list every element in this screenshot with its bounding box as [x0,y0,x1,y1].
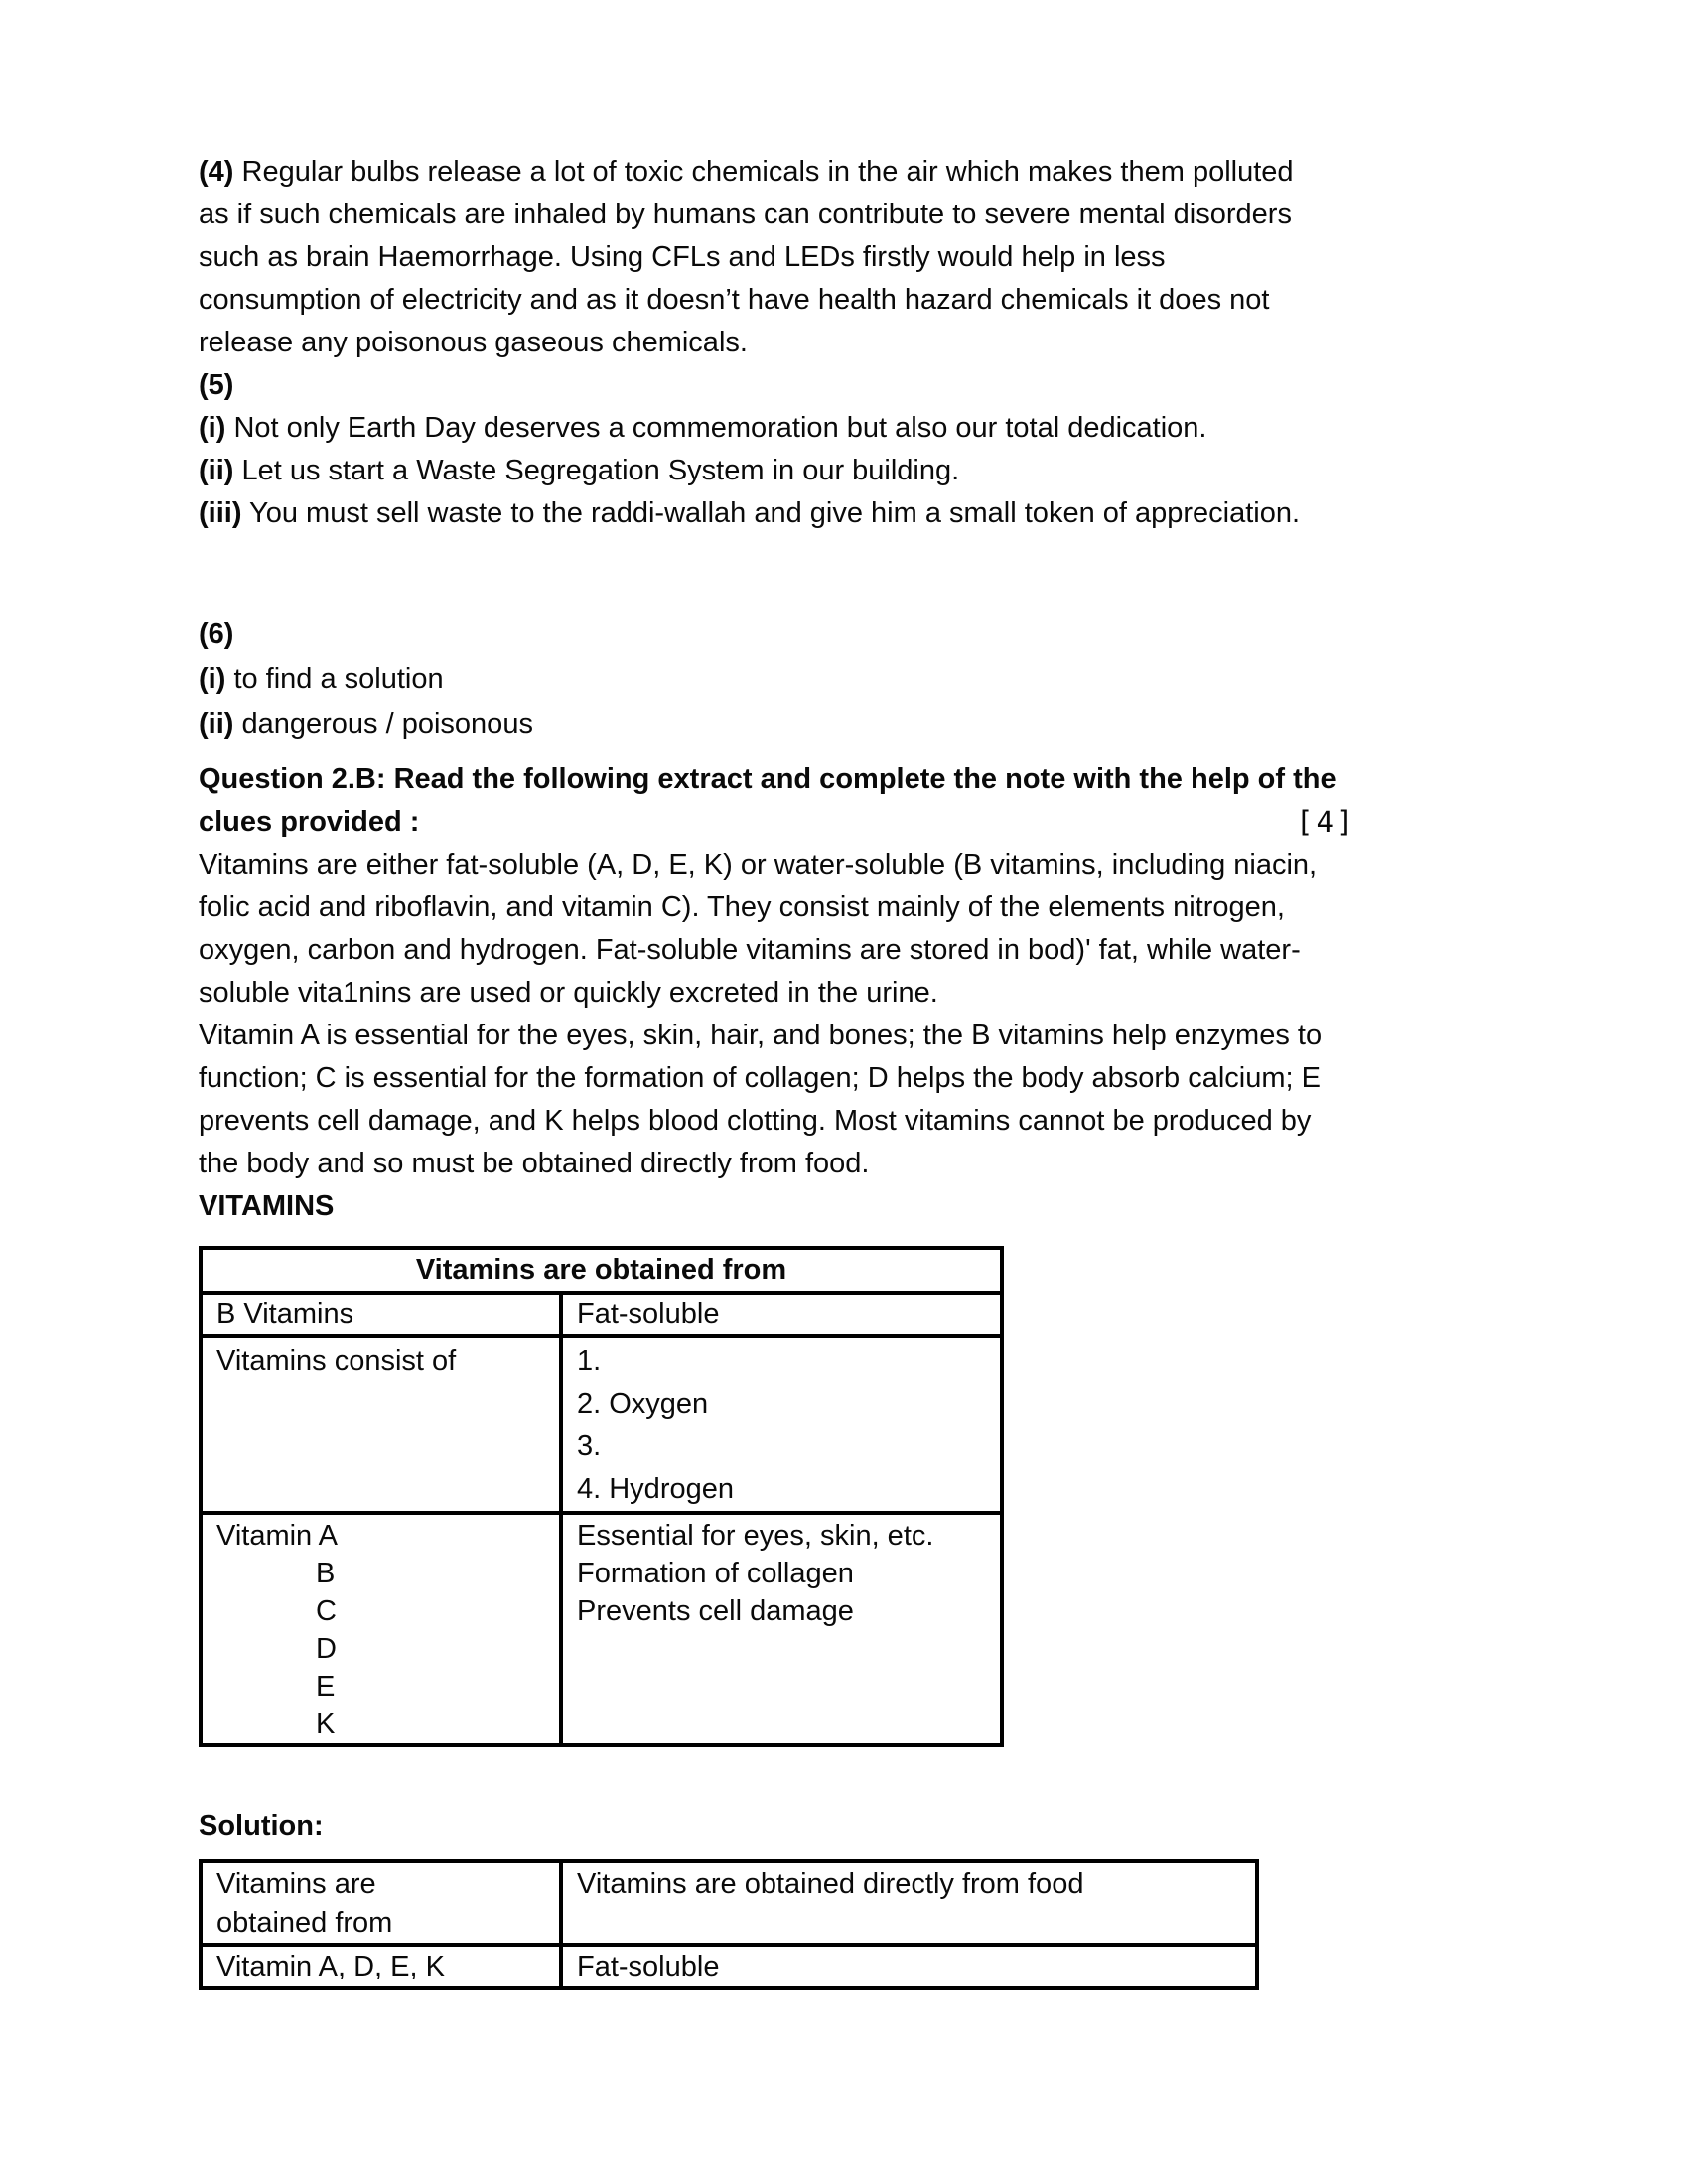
vitamin-letter: E [316,1671,336,1703]
vitamins-note-table [199,1246,1004,1747]
vitamin-row-title: Vitamin A [216,1520,338,1552]
table-row [201,1513,1002,1745]
question-2b-heading-text: clues provided : [199,806,420,838]
solution-heading: Solution: [199,1810,324,1842]
text-line [199,151,1589,194]
table-row [201,1336,1002,1513]
vitamin-letter: B [316,1558,336,1589]
answer-6-marker: (6) [199,618,234,650]
table-cell-left: B Vitamins [201,1293,561,1336]
answer-6-section [199,613,1589,747]
answer-4-marker: (4) [199,156,234,188]
passage-1-line-3: oxygen, carbon and hydrogen. Fat-soluble vitamins are stored in bod)' fat, while water- [199,934,1301,966]
table-header-row [201,1248,1002,1293]
solution-left-line-1: Vitamins are [216,1868,376,1900]
list-line-3: 3. [577,1431,602,1462]
table-cell-right [561,1336,1002,1513]
table-cell-left [201,1861,561,1945]
page-content [199,151,1589,1990]
question-2b-heading-line-2 [199,801,1589,844]
item-iii-text: You must sell waste to the raddi-wallah and give him a small token of appreciation. [249,497,1301,529]
question-2b-section [199,758,1589,1228]
item-i-marker: (i) [199,663,226,695]
passage-1-line-1: Vitamins are either fat-soluble (A, D, E, K) or water-soluble (B vitamins, including niacin, [199,849,1318,881]
benefit-line-2: Formation of collagen [577,1558,854,1589]
table-cell-right: Vitamins are obtained directly from food [561,1861,1257,1945]
passage-2-line-4: the body and so must be obtained directly from food. [199,1148,870,1179]
marks-badge: [4] [1296,805,1357,839]
passage-paragraph-1 [199,844,1589,1015]
passage-2-line-2: function; C is essential for the formation of collagen; D helps the body absorb calcium; E [199,1062,1321,1094]
passage-2-line-1: Vitamin A is essential for the eyes, skin, hair, and bones; the B vitamins help enzymes to [199,1020,1323,1051]
answer-5-item-iii [199,492,1589,535]
passage-paragraph-2 [199,1015,1589,1185]
item-i-marker: (i) [199,412,226,444]
list-line-1: 1. [577,1345,602,1377]
benefit-line-1: Essential for eyes, skin, etc. [577,1520,934,1552]
vitamin-letter: K [316,1708,336,1740]
solution-table [199,1859,1259,1990]
table-cell-right: Fat-soluble [561,1945,1257,1988]
item-iii-marker: (iii) [199,497,242,529]
item-ii-marker: (ii) [199,455,234,486]
vitamins-heading: VITAMINS [199,1190,335,1222]
table-header-cell: Vitamins are obtained from [201,1248,1002,1293]
benefit-line-3: Prevents cell damage [577,1595,854,1627]
table-cell-left: Vitamin A, D, E, K [201,1945,561,1988]
answer-5-marker: (5) [199,369,234,401]
passage-1-line-4: soluble vita1nins are used or quickly excreted in the urine. [199,977,938,1009]
item-i-text: Not only Earth Day deserves a commemoration but also our total dedication. [233,412,1207,444]
table-cell-right: Fat-soluble [561,1293,1002,1336]
answer-6-item-i [199,657,1589,702]
list-line-2: 2. Oxygen [577,1388,709,1420]
passage-1-line-2: folic acid and riboflavin, and vitamin C). They consist mainly of the elements nitrogen, [199,891,1285,923]
table-cell-right [561,1513,1002,1745]
table-row [201,1861,1257,1945]
vitamin-letter: D [316,1633,337,1665]
vitamin-letter: C [316,1595,337,1627]
answer-4-line-2: as if such chemicals are inhaled by humans can contribute to severe mental disorders [199,199,1292,230]
item-i-text: to find a solution [233,663,444,695]
passage-2-line-3: prevents cell damage, and K helps blood clotting. Most vitamins cannot be produced by [199,1105,1312,1137]
solution-left-line-2: obtained from [216,1907,393,1939]
answer-5-section [199,364,1589,535]
list-line-4: 4. Hydrogen [577,1473,734,1505]
item-ii-marker: (ii) [199,708,234,740]
table-row [201,1293,1002,1336]
table-cell-left: Vitamins consist of [201,1336,561,1513]
item-ii-text: Let us start a Waste Segregation System in our building. [241,455,960,486]
answer-4-line-5: release any poisonous gaseous chemicals. [199,327,748,358]
item-ii-text: dangerous / poisonous [241,708,533,740]
answer-4-line-1: Regular bulbs release a lot of toxic chemicals in the air which makes them polluted [241,156,1294,188]
answer-4-line-4: consumption of electricity and as it doesn’t have health hazard chemicals it does not [199,284,1270,316]
question-2b-heading-line-1: Question 2.B: Read the following extract and complete the note with the help of the [199,763,1336,795]
answer-4-paragraph [199,151,1589,364]
answer-4-line-3: such as brain Haemorrhage. Using CFLs and LEDs firstly would help in less [199,241,1166,273]
table-cell-left [201,1513,561,1745]
answer-5-item-i [199,407,1589,450]
table-row [201,1945,1257,1988]
answer-5-item-ii [199,450,1589,492]
answer-6-item-ii [199,702,1589,747]
